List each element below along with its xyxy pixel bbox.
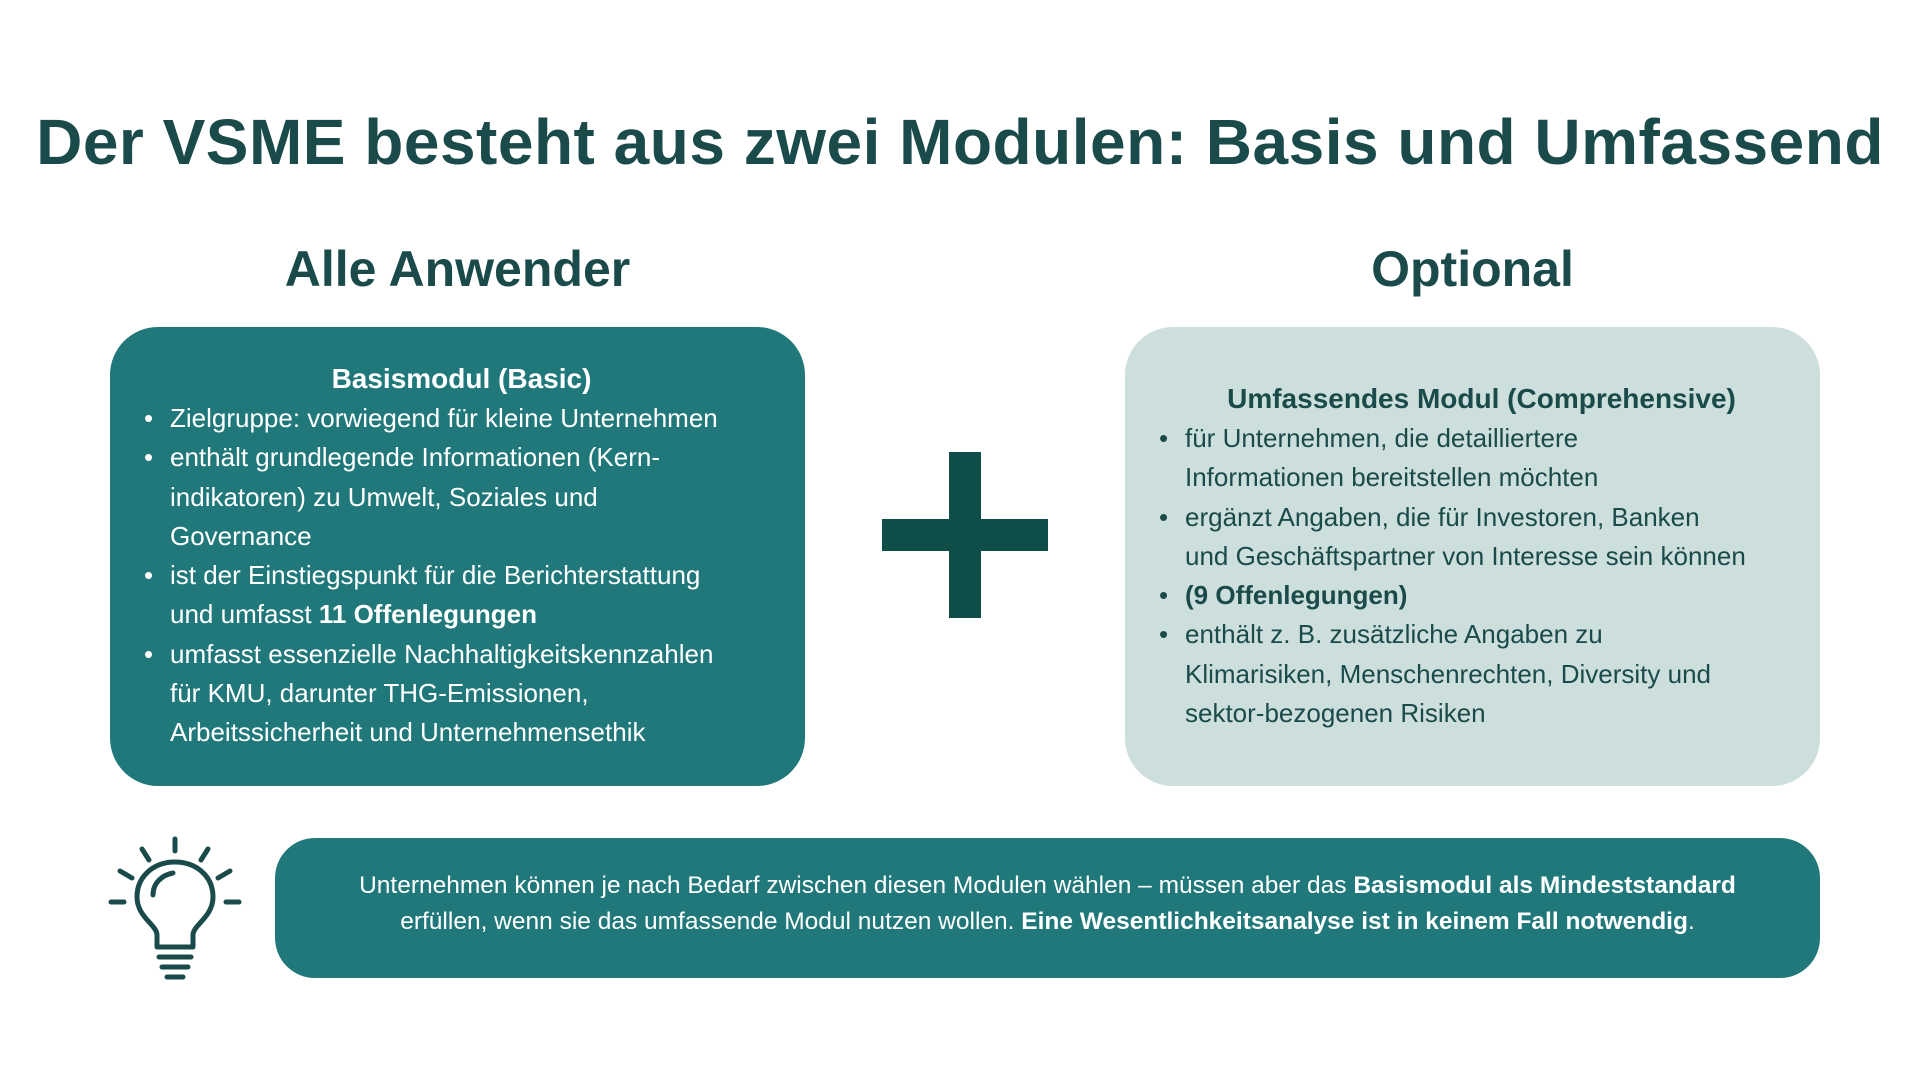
list-item: • ist der Einstiegspunkt für die Berichterstattung und umfasst 11 Offenlegungen bbox=[138, 556, 785, 635]
info-banner: Unternehmen können je nach Bedarf zwischen diesen Modulen wählen – müssen aber das Basismodul als Mindeststandard erfüllen, wenn sie das umfassende Modul nutzen wollen. Eine Wesentlichkeitsanalyse ist in keinem Fall notwendig. bbox=[275, 838, 1820, 978]
list-item: • enthält grundlegende Informationen (Kern- indikatoren) zu Umwelt, Soziales und Governance bbox=[138, 438, 785, 556]
disclosure-count: (9 Offenlegungen) bbox=[1185, 580, 1408, 611]
list-item: • enthält z. B. zusätzliche Angaben zu Klimarisiken, Menschenrechten, Diversity und sektor-bezogenen Risiken bbox=[1153, 615, 1810, 733]
plus-icon bbox=[882, 452, 1048, 618]
left-column-heading: Alle Anwender bbox=[284, 241, 631, 297]
page-title: Der VSME besteht aus zwei Modulen: Basis und Umfassend bbox=[36, 106, 1884, 178]
comprehensive-module-title: Umfassendes Modul (Comprehensive) bbox=[1227, 383, 1736, 414]
basic-module-card bbox=[110, 327, 805, 786]
basic-module-title: Basismodul (Basic) bbox=[331, 363, 592, 394]
list-item bbox=[1153, 576, 1810, 615]
basic-module-list bbox=[138, 399, 785, 753]
list-item: • für Unternehmen, die detailliertere Informationen bereitstellen möchten bbox=[1153, 419, 1810, 498]
list-item: • umfasst essenzielle Nachhaltigkeitskennzahlen für KMU, darunter THG-Emissionen, Arbeitssicherheit und Unternehmensethik bbox=[138, 635, 785, 753]
list-item: • ergänzt Angaben, die für Investoren, Banken und Geschäftspartner von Interesse sein können bbox=[1153, 498, 1810, 577]
disclosure-count: 11 Offenlegungen bbox=[318, 599, 538, 630]
right-column-heading: Optional bbox=[1371, 241, 1574, 297]
comprehensive-module-card bbox=[1125, 327, 1820, 786]
comprehensive-module-list bbox=[1153, 419, 1810, 733]
list-item: • Zielgruppe: vorwiegend für kleine Unternehmen bbox=[138, 399, 785, 438]
lightbulb-icon bbox=[105, 835, 245, 985]
